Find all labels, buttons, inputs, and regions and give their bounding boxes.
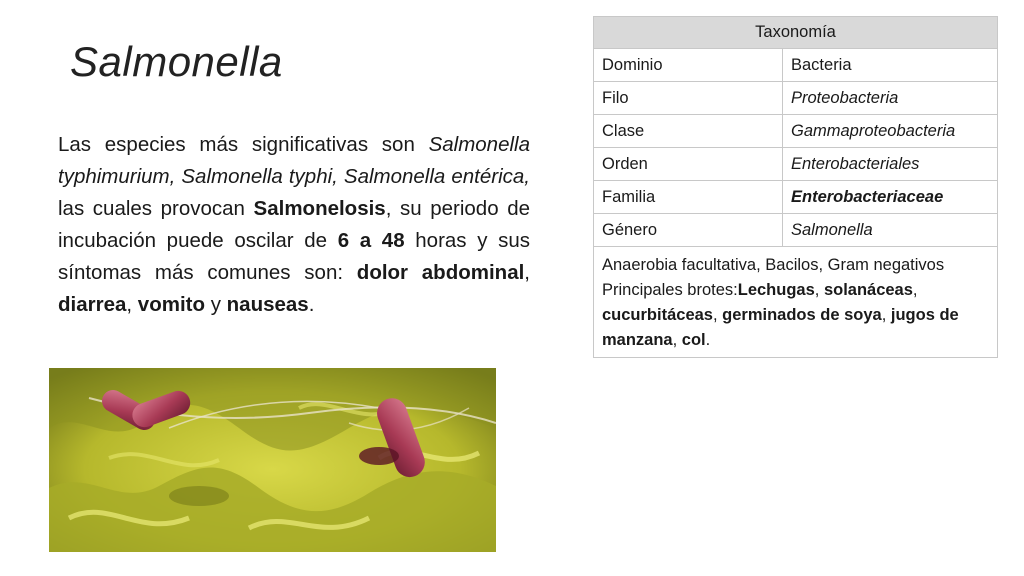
taxonomy-row <box>594 148 998 181</box>
taxonomy-note <box>594 247 998 358</box>
text-run: Anaerobia facultativa, Bacilos, Gram negativos <box>602 256 945 274</box>
taxonomy-rank: Filo <box>594 82 783 115</box>
text-run: , <box>912 281 918 299</box>
taxonomy-value: Proteobacteria <box>783 82 998 115</box>
taxonomy-row <box>594 214 998 247</box>
text-run: jugos de manzana <box>602 306 959 349</box>
text-run: diarrea <box>58 293 127 316</box>
text-run: vomito <box>137 293 205 316</box>
taxonomy-row <box>594 82 998 115</box>
text-run: , <box>814 281 824 299</box>
text-run: , <box>126 293 138 316</box>
taxonomy-row <box>594 49 998 82</box>
taxonomy-value: Enterobacteriaceae <box>783 181 998 214</box>
text-run: , <box>712 306 723 324</box>
slide-title: Salmonella <box>70 38 283 85</box>
text-run: solanáceas <box>823 281 913 299</box>
taxonomy-rank: Orden <box>594 148 783 181</box>
taxonomy-value: Gammaproteobacteria <box>783 115 998 148</box>
text-run: cucurbitáceas <box>602 306 713 324</box>
taxonomy-header-row <box>594 17 998 49</box>
text-run: , su periodo de incubación puede oscilar de <box>58 197 530 252</box>
taxonomy-rank: Familia <box>594 181 783 214</box>
text-run: Las especies más significativas son <box>58 133 429 156</box>
text-run: Salmonella typhimurium, Salmonella typhi, Salmonella entérica, <box>58 133 530 188</box>
description-paragraph <box>58 129 530 321</box>
text-run: , <box>881 306 891 324</box>
micrograph-illustration <box>49 368 496 552</box>
taxonomy-rank: Género <box>594 214 783 247</box>
text-run: . <box>308 293 315 316</box>
text-run: las cuales provocan <box>58 197 254 220</box>
taxonomy-value: Salmonella <box>783 214 998 247</box>
taxonomy-note-row <box>594 247 998 358</box>
text-run: y <box>205 293 227 316</box>
text-run: , <box>672 331 682 349</box>
taxonomy-rank: Clase <box>594 115 783 148</box>
text-run: germinados de soya <box>722 306 882 324</box>
text-run: Principales brotes: <box>602 281 738 299</box>
text-run: Lechugas <box>737 281 815 299</box>
text-run: col <box>681 331 706 349</box>
taxonomy-value: Bacteria <box>783 49 998 82</box>
text-run: 6 a 48 <box>337 229 405 252</box>
taxonomy-rank: Dominio <box>594 49 783 82</box>
taxonomy-header: Taxonomía <box>594 17 998 49</box>
text-run: , <box>524 261 530 284</box>
salmonella-micrograph-image <box>49 368 496 552</box>
text-run: dolor abdominal <box>356 261 525 284</box>
text-run: horas y sus síntomas más comunes son: <box>58 229 531 284</box>
text-run: . <box>705 331 711 349</box>
taxonomy-row <box>594 181 998 214</box>
text-run: Salmonelosis <box>253 197 386 220</box>
taxonomy-value: Enterobacteriales <box>783 148 998 181</box>
taxonomy-row <box>594 115 998 148</box>
text-run: nauseas <box>226 293 309 316</box>
taxonomy-table <box>593 16 998 358</box>
